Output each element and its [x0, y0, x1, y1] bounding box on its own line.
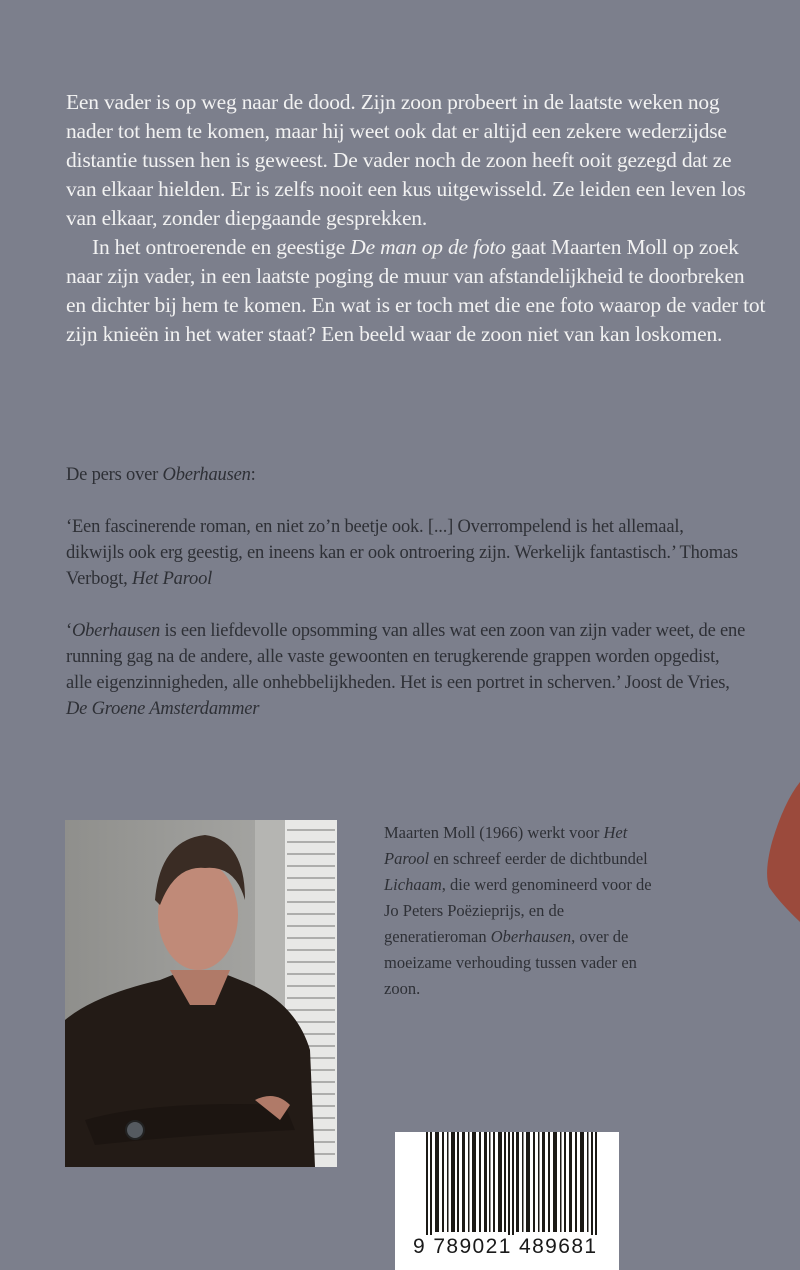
- press-quote-2: [66, 618, 746, 722]
- press-heading-colon: :: [250, 465, 256, 485]
- quote-book-title: Oberhausen: [71, 621, 161, 641]
- quote-source: De Groene Amsterdammer: [66, 699, 260, 719]
- press-heading: [66, 462, 746, 488]
- back-cover-blurb: [66, 88, 766, 349]
- book-title: De man op de foto: [350, 235, 506, 259]
- isbn-number: 9 789021 489681: [413, 1235, 598, 1258]
- press-heading-text: De pers over: [66, 465, 163, 485]
- decorative-red-shape: [764, 782, 800, 922]
- author-bio: [384, 820, 664, 1002]
- quote-text: ‘Een fascinerende roman, en niet zo’n beetje ook. [...] Overrompelend is het allemaal, dikwijls ook erg geestig, en ineens kan er ook ontroering zijn. Werkelijk fantastisch.’ Thomas Verbogt,: [66, 517, 738, 589]
- press-heading-title: Oberhausen: [162, 465, 251, 485]
- blurb-text: gaat Maarten Moll op zoek naar zijn vader, in een laatste poging de muur van afstandelijkheid te doorbreken en dichter bij hem te komen. En wat is er toch met die ene foto waarop de vader tot zijn knieën in het water staat? Een beeld waar de zoon niet van kan loskomen.: [66, 235, 766, 346]
- bio-newspaper: Het Parool: [384, 823, 628, 868]
- bio-book-title: Lichaam: [384, 875, 442, 894]
- blurb-text: In het ontroerende en geestige: [92, 235, 351, 259]
- quote-source: Het Parool: [132, 569, 213, 589]
- press-quotes: [66, 462, 746, 748]
- author-portrait-image: [65, 820, 337, 1167]
- blurb-paragraph-1: Een vader is op weg naar de dood. Zijn zoon probeert in de laatste weken nog nader tot hem te komen, maar hij weet ook dat er altijd een zekere wederzijdse distantie tussen hen is geweest. De vader noch de zoon heeft ooit gezegd dat ze van elkaar hielden. Er is zelfs nooit een kus uitgewisseld. Ze leiden een leven los van elkaar, zonder diepgaande gesprekken.: [66, 90, 746, 230]
- quote-open-mark: ‘: [66, 621, 72, 641]
- bio-text: en schreef eerder de dichtbundel: [429, 849, 648, 868]
- isbn-barcode: [395, 1132, 619, 1270]
- barcode-bars-icon: [395, 1132, 619, 1242]
- quote-text: is een liefdevolle opsomming van alles wat een zoon van zijn vader weet, de ene running gag na de andere, alle vaste gewoonten en terugkerende grappen worden opgedist, alle eigenzinnigheden, alle onhebbelijkheden. Het is een portret in scherven.’ Joost de Vries,: [66, 621, 746, 693]
- bio-text: , over de moeizame verhouding tussen vader en zoon.: [384, 927, 637, 998]
- blurb-paragraph-2: [66, 233, 766, 349]
- bio-book-title: Oberhausen: [490, 927, 572, 946]
- press-quote-1: [66, 514, 746, 592]
- author-photo: [65, 820, 337, 1167]
- bio-text: , die werd genomineerd voor de Jo Peters Poëzieprijs, en de generatieroman: [384, 875, 652, 946]
- bio-text: Maarten Moll (1966) werkt voor: [384, 823, 604, 842]
